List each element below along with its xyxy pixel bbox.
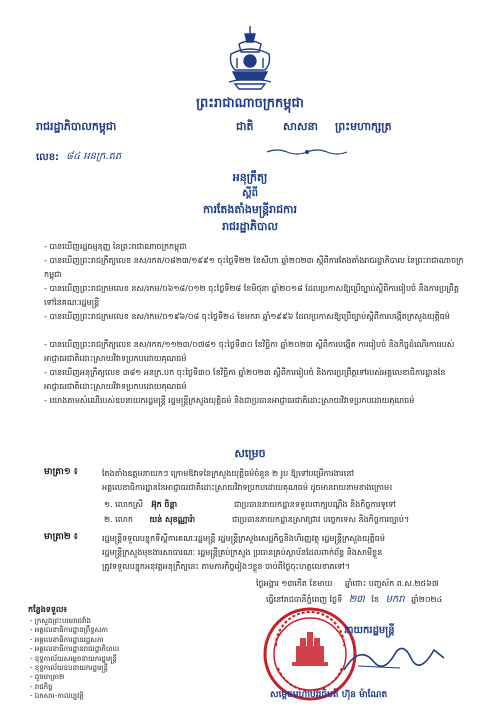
royal-crest-icon — [225, 24, 275, 90]
appointee-row — [104, 499, 474, 513]
lunar-date: ថ្ងៃអង្គារ ១៣កើត ខែមាឃ ឆ្នាំថោះ បញ្ចស័ក ព.ស.២៥៦៧ — [256, 579, 439, 588]
appointee-number: ១. — [104, 500, 113, 509]
appointee-row — [104, 514, 474, 528]
day-handwritten: ២៣ — [348, 594, 365, 605]
article-line: រដ្ឋមន្ត្រីក្រសួងមុខងារសាធារណៈ រដ្ឋមន្ត្រីគ្រប់ក្រសួង ប្រធានគ្រប់ស្ថាប័នដែលពាក់ព័ន្ធ និងសាមីខ្លួន — [102, 548, 383, 557]
distribution-heading: កន្លែងទទួល៖ — [28, 605, 68, 614]
distribution-item: - ដូចមាត្រា២ — [30, 673, 65, 682]
signer-name: សម្ដេចមហាបវរធិបតី ហ៊ុន ម៉ាណែត — [270, 690, 388, 700]
month-handwritten: មករា — [385, 594, 405, 605]
distribution-item: - អគ្គលេខាធិការដ្ឋានព្រឹទ្ធសភា — [30, 626, 108, 635]
distribution-item: - ខុទ្ទកាល័យសម្ដេចនាយករដ្ឋមន្ត្រី — [30, 654, 117, 663]
distribution-item: - រាជកិច្ច — [30, 682, 53, 691]
article-line: តែងតាំងឧត្តមនាយកៗ ក្រោមឱវាទនៃក្រសួងយុត្តិធម៌ចំនួន ២ រូប ឱ្យទៅបម្រើការងារនៅ — [102, 469, 354, 478]
preamble-list — [44, 240, 464, 422]
subject-title: ការតែងតាំងមន្ត្រីរាជការ — [202, 203, 298, 216]
motto-religion: សាសនា — [283, 120, 318, 133]
article-1-label: មាត្រា១ ៖ — [44, 467, 78, 477]
preamble-item: - យោងតាមសំណើរបស់ឧបនាយករដ្ឋមន្ត្រី រដ្ឋមន្ត្រីក្រសួងយុត្តិធម៌ និងជាប្រធានអាជ្ញាធរជាតិដោះស្រាយវិវាទប្រកបដោយគុណធម៌ — [44, 396, 415, 405]
appointee-title: លោកស្រី — [115, 500, 143, 509]
preamble-item: - បានឃើញព្រះរាជក្រឹត្យលេខ នស/រកត/០៨២៣/១៩៩១ ចុះថ្ងៃទី២២ ខែសីហា ឆ្នាំ២០២៣ ស្តីពីការតែងតាំងរាជរដ្ឋាភិបាល នៃព្រះរាជាណាចក្រកម្ពុជា — [44, 256, 464, 279]
appointee-number: ២. — [104, 515, 113, 524]
distribution-item: - ខុទ្ទកាល័យឧបនាយករដ្ឋមន្ត្រី — [30, 664, 108, 673]
doc-type-title: អនុក្រឹត្យ — [232, 171, 268, 184]
preamble-item: - បានឃើញព្រះរាជក្រមលេខ នស/រកម/០១៩៦/០៨ ចុះថ្ងៃទី២៤ ខែមករា ឆ្នាំ១៩៩៦ ដែលប្រកាសឱ្យប្រើច្បាប់ស្តីពីការបង្កើតក្រសួងយុត្តិធម៌ — [44, 312, 450, 321]
handwritten-signature — [340, 640, 450, 680]
article-line: រដ្ឋមន្ត្រីទទួលបន្ទុកទីស្តីការគណៈរដ្ឋមន្ត្រី រដ្ឋមន្ត្រីក្រសួងសេដ្ឋកិច្ចនិងហិរញ្ញវត្ថុ រដ្ឋមន្ត្រីក្រសួងយុត្តិធម៌ — [102, 534, 385, 543]
solar-date: ធ្វើនៅរាជធានីភ្នំពេញ ថ្ងៃទី ២៣ ខែ មករា ឆ្នាំ២០២៤ — [266, 594, 443, 605]
appointee-role: ជាប្រធាននាយកដ្ឋានទទួលពាក្យបណ្ដឹង និងកិច្ចការទូទៅ — [234, 500, 396, 509]
distribution-item: - អគ្គលេខាធិការដ្ឋានរដ្ឋសភា — [30, 635, 104, 644]
ornament-divider — [265, 141, 349, 149]
appointee-name: យន់ សុខណ្ណារ៉ា — [149, 515, 196, 524]
appointee-role: ជាប្រធាននាយកដ្ឋានស្រាវជ្រាវ បច្ចេកទេស និងកិច្ចការច្បាប់។ — [232, 515, 410, 524]
motto-nation: ជាតិ — [236, 120, 254, 133]
about-label: ស្តីពី — [242, 188, 258, 199]
kingdom-heading: ព្រះរាជាណាចក្រកម្ពុជា — [196, 96, 304, 111]
article-1-body — [102, 467, 467, 495]
preamble-item: - បានឃើញព្រះរាជក្រមលេខ នស/រកម/០៦១៨/០១២ ចុះថ្ងៃទី២៨ ខែមិថុនា ឆ្នាំ២០១៨ ដែលប្រកាសឱ្យប្រើច្បាប់ស្តីពីការរៀបចំ និងការប្រព្រឹត្តទៅនៃគណៈរដ្ឋមន្ត្រី — [44, 284, 459, 307]
distribution-item: - អគ្គលេខាធិការដ្ឋានរាជរដ្ឋាភិបាល — [30, 645, 120, 654]
appointee-name: អ៊ុក ចិន្តា — [151, 500, 178, 509]
preamble-item: - បានឃើញព្រះរាជក្រឹត្យលេខ នស/រកត/១១២៣/០៧៨១ ចុះថ្ងៃទី៣០ ខែវិច្ឆិកា ឆ្នាំ២០២៣ ស្តីពីការបង្កើត ការរៀបចំ និងកិច្ចដំណើរការរបស់អាជ្ញាធរជាតិដោះស្រាយវិវាទប្រកបដោយគុណធម៌ — [44, 340, 455, 363]
government-heading: រាជរដ្ឋាភិបាល — [222, 220, 278, 233]
ref-prefix: លេខ: — [36, 152, 60, 163]
article-line: ត្រូវទទួលបន្ទុកអនុវត្តអនុក្រឹត្យនេះ តាមភារកិច្ចរៀងៗខ្លួន ចាប់ពីថ្ងៃចុះហត្ថលេខាតទៅ។ — [102, 562, 351, 571]
article-2-label: មាត្រា២ ៖ — [44, 532, 78, 542]
appointee-title: លោក — [115, 515, 133, 524]
distribution-item: - ឯកសារ-កាលប្បវត្តិ — [30, 692, 84, 701]
signature-office: នាយករដ្ឋមន្ត្រី — [344, 625, 395, 636]
ref-number: ៨៤ អនក្រ.តត — [66, 151, 122, 162]
decision-heading: សម្រេច — [234, 447, 266, 460]
motto-king: ព្រះមហាក្សត្រ — [335, 120, 392, 133]
issuer-heading: រាជរដ្ឋាភិបាលកម្ពុជា — [36, 120, 117, 133]
distribution-item: - ក្រសួងព្រះបរមរាជវាំង — [30, 617, 91, 625]
distribution-list — [30, 617, 230, 702]
preamble-item: - បានឃើញអនុក្រឹត្យលេខ ៣៨១ អនក្រ.បក ចុះថ្ងៃទី៣០ ខែវិច្ឆិកា ឆ្នាំ២០២៣ ស្តីពីការរៀបចំ និងការប្រព្រឹត្តទៅរបស់អគ្គលេខាធិការដ្ឋាននៃអាជ្ញាធរជាតិដោះស្រាយវិវាទប្រកបដោយគុណធម៌ — [44, 368, 446, 391]
preamble-item: - បានឃើញរដ្ឋធម្មនុញ្ញ នៃព្រះរាជាណាចក្រកម្ពុជា — [44, 242, 187, 251]
article-2-body — [102, 532, 467, 574]
article-line: អគ្គលេខាធិការដ្ឋាននៃអាជ្ញាធរជាតិដោះស្រាយវិវាទប្រកបដោយគុណធម៌ ដូចមានរាយនាមខាងក្រោម៖ — [102, 483, 393, 492]
royal-emblem — [225, 24, 275, 90]
